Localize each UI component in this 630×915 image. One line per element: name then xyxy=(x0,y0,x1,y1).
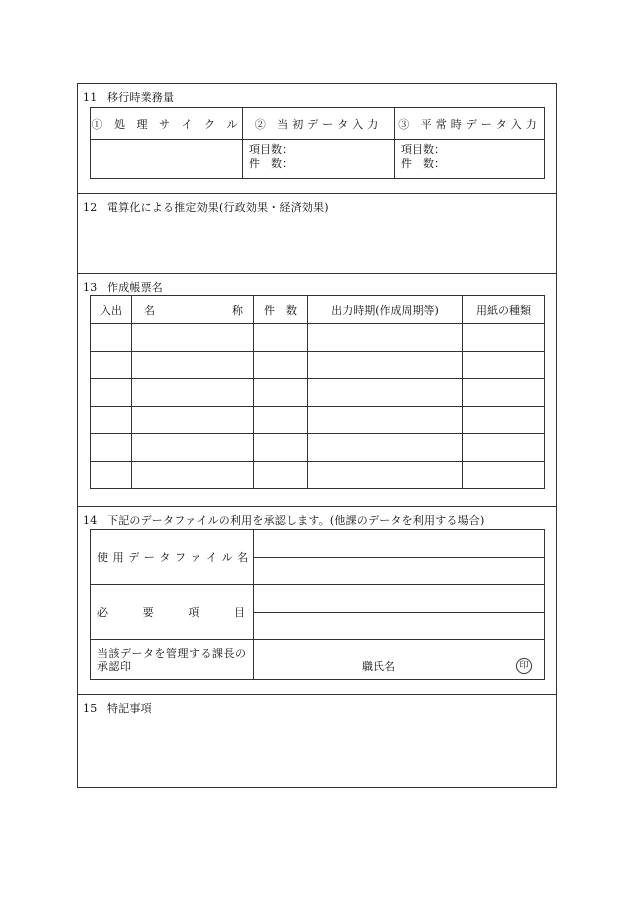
cell-normal-data-entry[interactable] xyxy=(395,140,545,179)
cell[interactable] xyxy=(91,351,132,379)
table-row xyxy=(91,324,545,352)
cell[interactable] xyxy=(132,324,254,352)
section-title xyxy=(83,89,174,105)
cell[interactable] xyxy=(463,406,545,434)
section-number: 12 xyxy=(83,201,98,214)
section-number: 14 xyxy=(83,514,98,527)
table-row xyxy=(91,379,545,407)
cell[interactable] xyxy=(254,434,308,462)
cell[interactable] xyxy=(254,461,308,489)
manager-approval-label-text: 当該データを管理する課長の承認印 xyxy=(97,646,247,673)
cell[interactable] xyxy=(91,406,132,434)
position-name-label: 職氏名 xyxy=(362,659,395,673)
cell[interactable] xyxy=(91,324,132,352)
header-name xyxy=(132,296,254,324)
required-items-field[interactable] xyxy=(254,585,545,640)
required-char-3: 項 xyxy=(188,606,200,619)
cell[interactable] xyxy=(132,434,254,462)
cell[interactable] xyxy=(463,379,545,407)
cell[interactable] xyxy=(308,351,463,379)
data-file-name-label-text: 使用データファイル名 xyxy=(97,551,253,564)
section-title xyxy=(83,512,484,528)
application-form xyxy=(77,83,557,788)
section-title-text: 移行時業務量 xyxy=(107,91,175,104)
header-name-char-2: 称 xyxy=(232,303,243,317)
record-count-label: 件 数： xyxy=(249,157,293,170)
header-output-period: 出力時期(作成周期等) xyxy=(308,296,463,324)
cell[interactable] xyxy=(308,461,463,489)
section-title xyxy=(83,199,329,215)
cell[interactable] xyxy=(308,379,463,407)
cell[interactable] xyxy=(132,351,254,379)
data-file-name-label xyxy=(91,530,254,585)
cell[interactable] xyxy=(132,461,254,489)
required-items-label xyxy=(91,585,254,640)
cell-processing-cycle[interactable] xyxy=(91,140,243,179)
section-title-text: 電算化による推定効果(行政効果・経済効果) xyxy=(107,201,329,214)
items-count-label: 項目数： xyxy=(401,143,445,156)
manager-approval-label xyxy=(91,640,254,680)
seal-mark-icon: 印 xyxy=(516,658,532,674)
cell[interactable] xyxy=(91,434,132,462)
section-forms-created xyxy=(78,274,556,507)
header-processing-cycle: ① 処 理 サ イ ク ル xyxy=(91,108,243,140)
cell[interactable] xyxy=(132,379,254,407)
divider-line xyxy=(254,557,544,558)
table-row xyxy=(91,406,545,434)
approval-table xyxy=(90,529,545,680)
section-number: 15 xyxy=(83,702,98,715)
cell[interactable] xyxy=(254,379,308,407)
cell[interactable] xyxy=(132,406,254,434)
header-in-out: 入出 xyxy=(91,296,132,324)
cell[interactable] xyxy=(463,351,545,379)
items-count-label: 項目数： xyxy=(249,143,293,156)
header-name-char-1: 名 xyxy=(144,303,155,317)
table-row xyxy=(91,351,545,379)
cell-initial-data-entry[interactable] xyxy=(243,140,395,179)
required-char-1: 必 xyxy=(97,606,108,619)
header-normal-data-entry: ③ 平常時データ入力 xyxy=(395,108,545,140)
section-special-notes[interactable] xyxy=(78,695,556,787)
header-paper-type: 用紙の種類 xyxy=(463,296,545,324)
section-number: 11 xyxy=(83,91,98,104)
cell[interactable] xyxy=(463,434,545,462)
header-initial-data-entry: ② 当初データ入力 xyxy=(243,108,395,140)
required-char-2: 要 xyxy=(142,606,154,619)
table-row xyxy=(91,461,545,489)
section-estimated-effect[interactable] xyxy=(78,194,556,274)
cell[interactable] xyxy=(308,324,463,352)
section-title-text: 特記事項 xyxy=(107,702,152,715)
divider-line xyxy=(254,612,544,613)
cell[interactable] xyxy=(91,379,132,407)
section-title xyxy=(83,700,152,716)
manager-approval-field[interactable] xyxy=(254,640,545,680)
section-transition-workload xyxy=(78,84,556,194)
table-row xyxy=(91,434,545,462)
cell[interactable] xyxy=(308,406,463,434)
forms-table xyxy=(90,295,545,489)
cell[interactable] xyxy=(254,324,308,352)
cell[interactable] xyxy=(254,351,308,379)
header-count: 件 数 xyxy=(254,296,308,324)
section-title xyxy=(83,279,163,295)
data-file-name-field[interactable] xyxy=(254,530,545,585)
record-count-label: 件 数： xyxy=(401,157,445,170)
required-char-4: 目 xyxy=(233,606,245,619)
cell[interactable] xyxy=(308,434,463,462)
cell[interactable] xyxy=(463,324,545,352)
section-title-text: 下記のデータファイルの利用を承認します。(他課のデータを利用する場合) xyxy=(107,514,485,527)
cell[interactable] xyxy=(254,406,308,434)
section-number: 13 xyxy=(83,281,98,294)
cell[interactable] xyxy=(91,461,132,489)
section-title-text: 作成帳票名 xyxy=(107,281,163,294)
cell[interactable] xyxy=(463,461,545,489)
section-data-file-approval xyxy=(78,507,556,695)
workload-table xyxy=(90,107,545,179)
